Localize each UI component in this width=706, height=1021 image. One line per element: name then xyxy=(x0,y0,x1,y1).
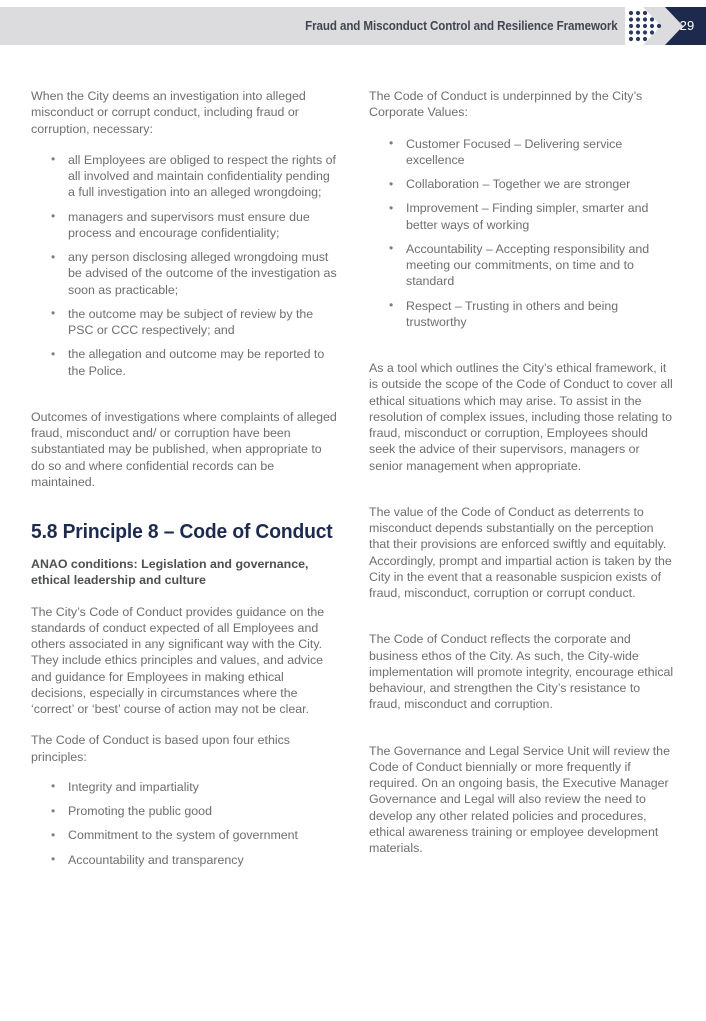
deterrent-value-paragraph: The value of the Code of Conduct as deterrents to misconduct depends substantially on the perception that their provisions are enforced swiftly and equitably. Accordingly, prompt and impartial action is taken by the City in the event that a reasonable suspicion exists of fraud, misconduct, corruption or corrupt conduct. xyxy=(369,504,672,600)
anao-conditions-subheading: ANAO conditions: Legislation and governance, ethical leadership and culture xyxy=(31,557,309,588)
list-item: • Improvement – Finding simpler, smarter and better ways of working xyxy=(389,200,675,233)
list-item: • Accountability and transparency xyxy=(51,852,337,868)
investigation-intro-paragraph: When the City deems an investigation into alleged misconduct or corrupt conduct, including fraud or corruption, necessary: xyxy=(31,89,306,136)
code-of-conduct-guidance-paragraph: The City’s Code of Conduct provides guidance on the standards of conduct expected of all Employees and others associated in any significant way with the City. They include ethics principles and values, and advice and guidance for Employees in making ethical decisions, especially in circumstances where the ‘correct’ or ‘best’ course of action may not be clear. xyxy=(31,604,325,716)
list-item: • Accountability – Accepting responsibility and meeting our commitments, on time and to standard xyxy=(389,241,675,290)
list-item: • all Employees are obliged to respect the rights of all involved and maintain confidentiality pending a full investigation into an alleged wrongdoing; xyxy=(51,152,337,201)
list-item: • Promoting the public good xyxy=(51,803,337,819)
list-item: • Customer Focused – Delivering service excellence xyxy=(389,136,675,169)
left-column xyxy=(31,88,337,883)
list-item: • Commitment to the system of government xyxy=(51,827,337,843)
page-title: 5.8 Principle 8 – Code of Conduct xyxy=(31,520,333,543)
corporate-values-intro: The Code of Conduct is underpinned by the City’s Corporate Values: xyxy=(369,89,643,120)
document-title: Fraud and Misconduct Control and Resilience Framework xyxy=(305,19,618,33)
list-item: • any person disclosing alleged wrongdoing must be advised of the outcome of the investigation as soon as practicable; xyxy=(51,249,337,298)
list-item: • managers and supervisors must ensure due process and encourage confidentiality; xyxy=(51,209,337,242)
outcomes-paragraph: Outcomes of investigations where complaints of alleged fraud, misconduct and/ or corruption have been substantiated may be published, when appropriate to do so and where confidential records can be maintained. xyxy=(31,409,337,489)
investigation-bullet-list xyxy=(31,152,337,379)
page-number: 29 xyxy=(679,18,695,33)
ethical-framework-scope-paragraph: As a tool which outlines the City’s ethical framework, it is outside the scope of the Code of Conduct to cover all ethical situations which may arise. To assist in the resolution of complex issues, including those relating to fraud, misconduct or corruption, Employees should seek the advice of their supervisors, managers or senior management when appropriate. xyxy=(369,361,673,473)
right-column xyxy=(369,88,675,871)
corporate-values-list xyxy=(369,136,675,331)
ethics-principles-intro: The Code of Conduct is based upon four ethics principles: xyxy=(31,733,290,764)
corporate-ethos-paragraph: The Code of Conduct reflects the corporate and business ethos of the City. As such, the City-wide implementation will promote integrity, encourage ethical behaviour, and strengthen the City’s resistance to fraud, misconduct and corruption. xyxy=(369,632,674,712)
list-item: • Respect – Trusting in others and being trustworthy xyxy=(389,298,675,331)
page-header xyxy=(0,7,706,45)
ethics-principles-list xyxy=(31,779,337,868)
list-item: • the outcome may be subject of review by the PSC or CCC respectively; and xyxy=(51,306,337,339)
list-item: • Integrity and impartiality xyxy=(51,779,337,795)
list-item: • the allegation and outcome may be reported to the Police. xyxy=(51,346,337,379)
list-item: • Collaboration – Together we are stronger xyxy=(389,176,675,192)
review-schedule-paragraph: The Governance and Legal Service Unit will review the Code of Conduct biennially or more frequently if required. On an ongoing basis, the Executive Manager Governance and Legal will also review the need to develop any other related policies and procedures, ethical awareness training or employee development materials. xyxy=(369,743,670,855)
